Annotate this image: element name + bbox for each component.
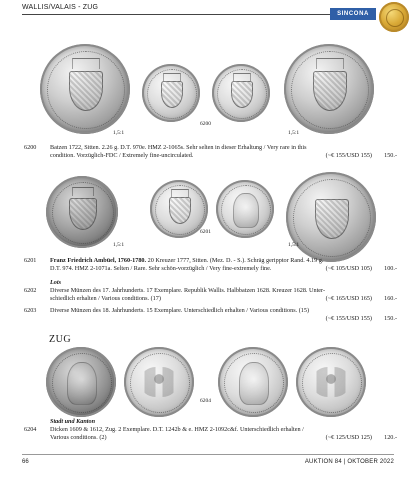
group-heading-stadt-und-kanton: Stadt und Kanton [50,418,96,425]
header-rule [22,14,330,15]
lot-description-line1: Diverse Münzen des 17. Jahrhunderts. 17 Exemplare. Republik Wallis. Halbbatzen 1628. Kreuzer 1628. Unter- [50,287,326,294]
plate-label-6204: 6204 [200,398,211,404]
lot-starting-price: 160.- [384,295,397,302]
lot-estimate: (~€ 155/USD 155) [325,152,372,159]
coin-6200-obverse-large [40,44,130,134]
lot-starting-price: 150.- [384,152,397,159]
scale-label-6200-left: 1,5:1 [113,130,125,136]
lot-6200 [24,144,397,162]
lot-starting-price: 100.- [384,265,397,272]
lot-number: 6200 [24,144,37,151]
brand-logo: SINCONA [330,8,376,20]
scale-label-6201-left: 1,5:1 [113,242,125,248]
coin-6200-reverse [212,64,270,122]
plate-label-6200: 6200 [200,121,211,127]
lot-description-line1: Batzen 1722, Sitten. 2.26 g. D.T. 970e. HMZ 2-1065s. Sehr selten in dieser Erhaltung / Very rare in this [50,144,307,151]
lot-description-line2: D.T. 974. HMZ 2-1071a. Selten / Rare. Sehr schön-vorzüglich / Very fine-extremely fine. [50,265,272,272]
coin-6201-obverse-large [46,176,118,248]
brand-coin-image [379,2,409,32]
group-heading-lots: Lots [50,279,62,286]
lot-6204 [24,426,397,444]
lot-starting-price: 150.- [384,315,397,322]
coin-6200-reverse-large [284,44,374,134]
lot-number: 6204 [24,426,37,433]
lot-estimate: (~€ 105/USD 105) [325,265,372,272]
lot-title: Franz Friedrich Ambüel, 1760-1780. [50,257,147,264]
scale-label-6201-right: 1,5:1 [288,242,300,248]
section-title-zug: ZUG [49,334,72,345]
lot-number: 6203 [24,307,37,314]
lot-6203 [24,307,397,325]
lot-description-line2: condition. Vorzüglich-FDC / Extremely fine-uncirculated. [50,152,194,159]
lot-description-line1: Dicken 1609 & 1612, Zug. 2 Exemplare. D.T. 1242b & e. HMZ 2-1092c&f. Unterschiedlich erhalten / [50,426,304,433]
coin-6204-dicken-2-reverse [296,347,366,417]
lot-6201 [24,257,397,275]
lot-number: 6201 [24,257,37,264]
lot-estimate: (~€ 165/USD 165) [325,295,372,302]
lot-number: 6202 [24,287,37,294]
coin-6200-obverse [142,64,200,122]
lot-description-line2: Various conditions. (2) [50,434,107,441]
lot-description-line1: 20 Kreuzer 1777, Sitten. (Mez. D. - S.). Schräg geripptor Rand. 4.19 g. [146,257,324,264]
lot-estimate: (~€ 125/USD 125) [325,434,372,441]
lot-description-line2: schiedlich erhalten / Various conditions. (17) [50,295,161,302]
coin-6204-dicken-1-reverse [124,347,194,417]
lot-description-line1: Diverse Münzen des 18. Jahrhunderts. 15 Exemplare. Unterschiedlich erhalten / Various conditions. (15) [50,307,310,314]
footer-rule [22,454,394,455]
scale-label-6200-right: 1,5:1 [288,130,300,136]
plate-label-6201: 6201 [200,229,211,235]
page-number: 66 [22,459,29,465]
lot-starting-price: 120.- [384,434,397,441]
lot-estimate: (~€ 155/USD 155) [325,315,372,322]
coin-6201-reverse-large [286,172,376,262]
auction-name: AUKTION 84 | OKTOBER 2022 [304,459,394,465]
coin-6201-reverse [216,180,274,238]
page-header-title: WALLIS/VALAIS - ZUG [22,4,99,11]
coin-6204-dicken-2-obverse [218,347,288,417]
coin-6204-dicken-1-obverse [46,347,116,417]
lot-6202 [24,287,397,305]
